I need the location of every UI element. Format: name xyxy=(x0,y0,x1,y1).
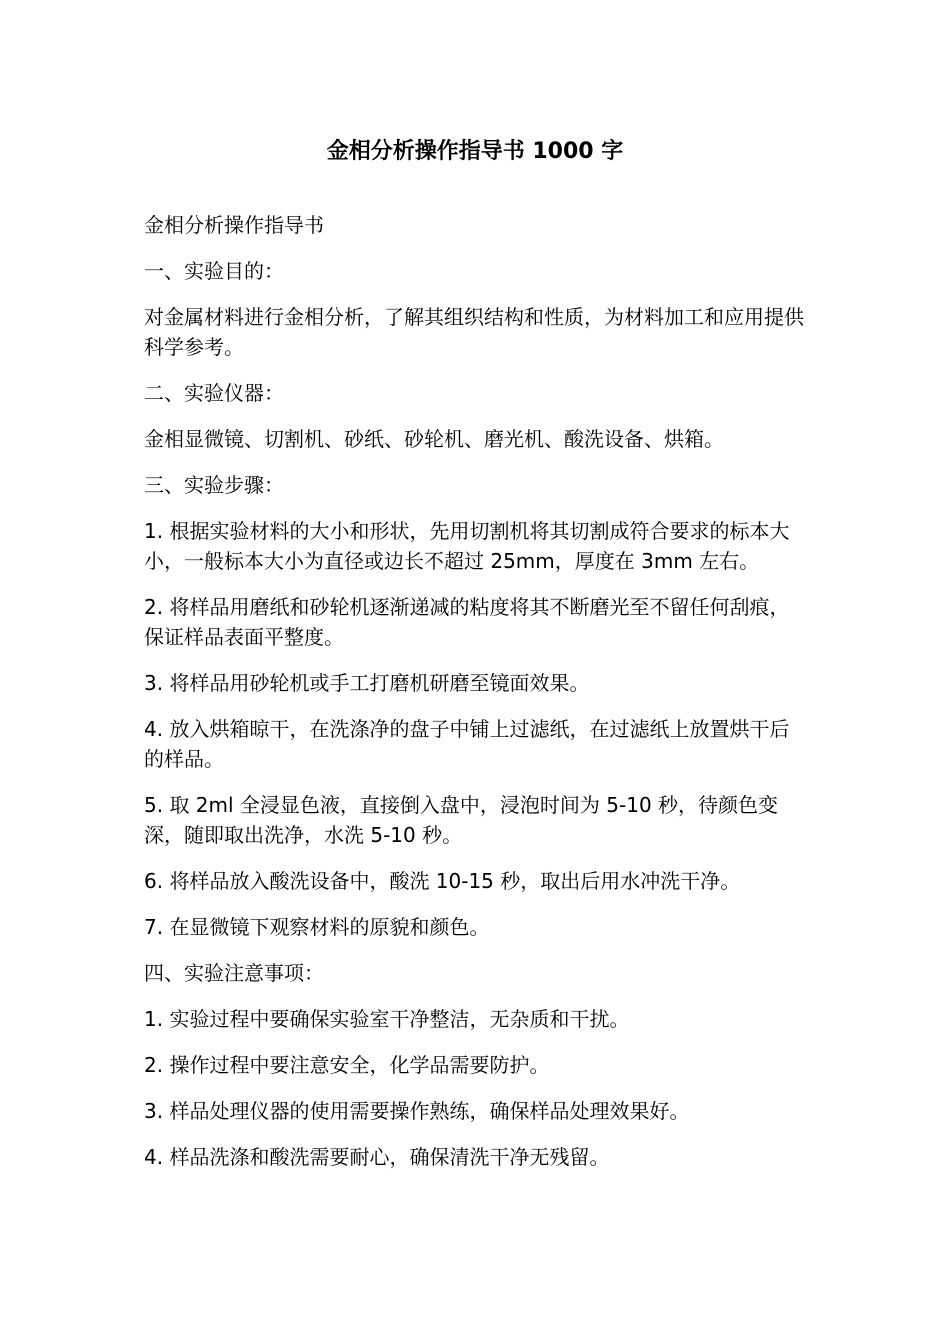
note-item: 3. 样品处理仪器的使用需要操作熟练，确保样品处理效果好。 xyxy=(144,1099,690,1123)
section-heading-notes: 四、实验注意事项： xyxy=(144,961,324,985)
purpose-text: 对金属材料进行金相分析，了解其组织结构和性质，为材料加工和应用提供科学参考。 xyxy=(144,305,804,359)
step-item: 3. 将样品用砂轮机或手工打磨机研磨至镜面效果。 xyxy=(144,671,590,695)
section-heading-purpose: 一、实验目的： xyxy=(144,259,284,283)
step-item: 4. 放入烘箱晾干，在洗涤净的盘子中铺上过滤纸，在过滤纸上放置烘干后的样品。 xyxy=(144,717,790,771)
step-item: 6. 将样品放入酸洗设备中，酸洗 10-15 秒，取出后用水冲洗干净。 xyxy=(144,869,741,893)
document-title: 金相分析操作指导书 1000 字 xyxy=(326,139,624,164)
step-item: 2. 将样品用磨纸和砂轮机逐渐递减的粘度将其不断磨光至不留任何刮痕，保证样品表面平整度。 xyxy=(144,595,790,649)
step-item: 1. 根据实验材料的大小和形状，先用切割机将其切割成符合要求的标本大小，一般标本大小为直径或边长不超过 25mm，厚度在 3mm 左右。 xyxy=(144,519,790,573)
note-item: 4. 样品洗涤和酸洗需要耐心，确保清洗干净无残留。 xyxy=(144,1145,610,1169)
instruments-text: 金相显微镜、切割机、砂纸、砂轮机、磨光机、酸洗设备、烘箱。 xyxy=(144,427,724,451)
section-heading-instruments: 二、实验仪器： xyxy=(144,381,284,405)
note-item: 1. 实验过程中要确保实验室干净整洁，无杂质和干扰。 xyxy=(144,1007,630,1031)
section-heading-steps: 三、实验步骤： xyxy=(144,473,284,497)
subtitle: 金相分析操作指导书 xyxy=(144,213,324,237)
document-body xyxy=(144,210,808,1188)
step-item: 5. 取 2ml 全浸显色液，直接倒入盘中，浸泡时间为 5-10 秒，待颜色变深，随即取出洗净，水洗 5-10 秒。 xyxy=(144,793,779,847)
note-item: 2. 操作过程中要注意安全，化学品需要防护。 xyxy=(144,1053,550,1077)
step-item: 7. 在显微镜下观察材料的原貌和颜色。 xyxy=(144,915,490,939)
